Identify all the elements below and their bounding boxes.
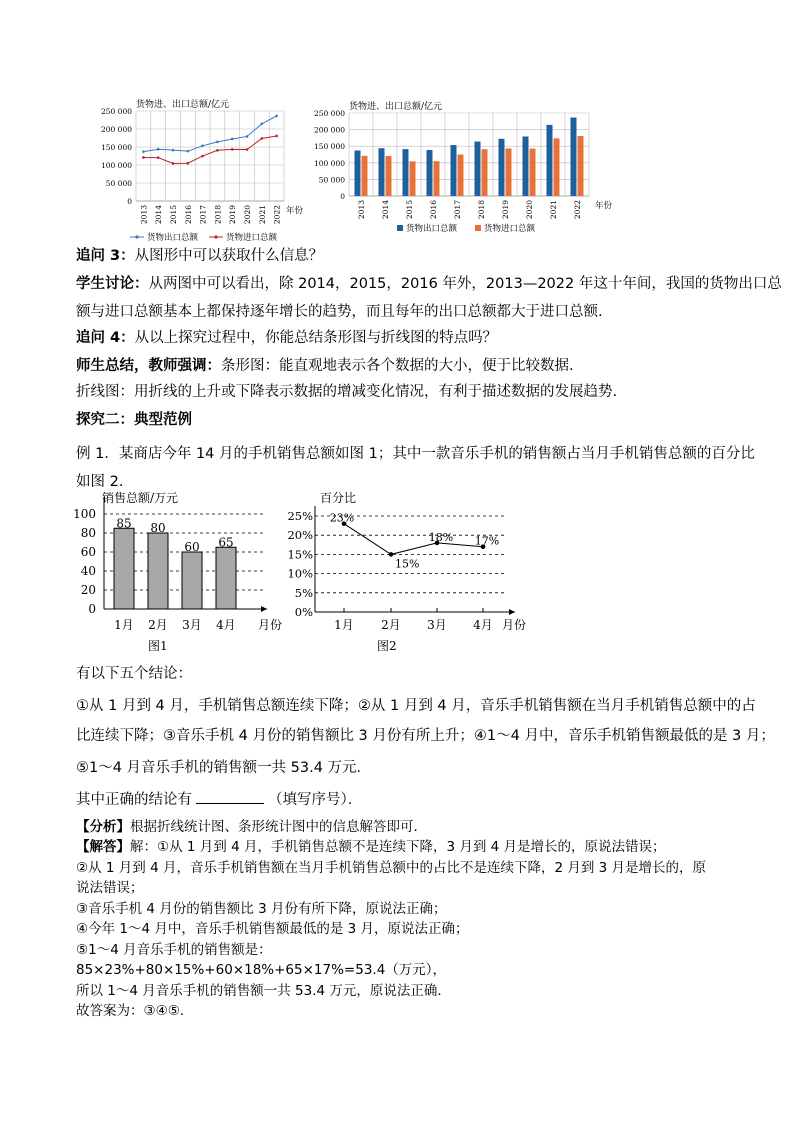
export-bar [427,150,433,196]
y-tick-label: 50 000 [318,175,345,185]
question-3-text: 从图形中可以获取什么信息？ [134,248,324,264]
conclusion-line-2: 比连续下降；③音乐手机 4 月份的销售额比 3 月份有所上升；④1～4 月中，音乐手机销售额最低的是 3 月； [76,728,775,744]
data-label: 17% [474,534,500,548]
x-tick-label: 2014 [154,205,164,225]
x-axis-unit: 月份 [502,618,527,632]
bar [182,552,202,609]
import-bar [362,156,368,196]
y-tick-label: 80 [80,526,96,540]
export-bar [475,142,481,196]
export-bar [379,148,385,196]
sales-bar-chart [72,485,282,655]
y-tick-label: 150 000 [100,143,132,152]
x-tick-label: 2021 [549,200,558,220]
import-bar [530,149,536,196]
x-tick-label: 1月 [334,618,354,632]
legend-export-label: 货物出口总额 [147,233,199,243]
y-tick-label: 200 000 [313,125,345,135]
y-tick-label: 10% [287,566,313,581]
solution-5: ⑤1～4 月音乐手机的销售额是： [76,942,272,958]
x-axis-unit: 年份 [595,201,613,211]
x-tick-label: 2020 [525,200,534,220]
x-tick-label: 1月 [114,618,134,632]
bar [216,547,236,609]
x-tick-label: 2018 [477,200,486,220]
y-tick-label: 150 000 [313,142,345,152]
data-point [172,149,175,152]
data-label: 15% [395,557,420,571]
data-label: 80 [150,521,166,535]
fill-blank-question [76,788,362,809]
example-1-line-2: 如图 2. [76,474,124,490]
x-tick-label: 2018 [213,205,223,225]
export-bar [547,125,553,196]
x-tick-label: 2016 [183,205,193,225]
export-bar [499,139,505,196]
conclusion-line-3: ⑤1～4 月音乐手机的销售额一共 53.4 万元． [76,760,372,776]
legend [130,232,278,243]
y-tick-label: 50 000 [105,179,132,188]
conclusion-line-1: ①从 1 月到 4 月，手机销售总额连续下降；②从 1 月到 4 月，音乐手机销售额在当月手机销售总额中的占 [76,698,756,714]
x-axis-unit: 年份 [286,206,304,216]
legend-import-label: 货物进口总额 [484,224,536,234]
x-tick-labels [114,618,236,632]
data-point [201,145,204,148]
import-bar [482,149,488,196]
export-import-line-chart [92,94,310,246]
line-series [330,512,499,571]
x-tick-label: 2022 [272,205,282,225]
y-axis-title: 百分比 [320,491,357,505]
x-tick-label: 3月 [427,618,447,632]
data-point [231,148,234,151]
bar [148,533,168,609]
import-bar [410,161,416,196]
solution-text: 解：①从 1 月到 4 月，手机销售总额不是连续下降，3 月到 4 月是增长的，原说法错误； [130,839,666,855]
data-point [142,150,145,153]
y-tick-label: 200 000 [100,125,132,134]
question-3 [76,244,323,265]
data-point [201,155,204,158]
y-tick-label: 20% [287,528,313,543]
legend [397,223,536,234]
figure-caption: 图2 [377,639,397,653]
y-axis-title: 货物进、出口总额/亿元 [349,102,443,112]
import-bar [386,156,392,196]
data-point [187,162,190,165]
data-point [157,156,160,159]
figure-caption: 图1 [148,639,168,653]
x-tick-labels [139,205,281,224]
x-tick-label: 2017 [453,200,462,220]
export-bar [451,145,457,196]
solution-2a: ②从 1 月到 4 月，音乐手机销售额在当月手机销售总额中的占比不是连续下降，2 月到 3 月是增长的，原 [76,860,706,876]
legend-export-swatch [397,225,403,231]
y-tick-label: 250 000 [100,107,132,116]
series-line [344,524,483,555]
x-tick-label: 2019 [501,200,510,220]
x-tick-label: 2013 [139,205,149,225]
y-tick-labels [314,109,345,201]
data-label: 23% [329,511,355,525]
answer-blank[interactable] [196,791,264,804]
y-axis-title: 销售总额/万元 [102,491,179,505]
import-bar [554,138,560,196]
legend-export-label: 货物出口总额 [406,224,458,234]
question-4-label: 追问 4： [76,330,135,346]
legend-import-swatch [475,225,481,231]
export-import-bar-chart [307,98,617,238]
x-tick-label: 2020 [243,205,252,225]
y-tick-label: 0 [340,192,345,201]
legend-export-marker [135,235,138,238]
y-tick-label: 0 [127,197,132,206]
analysis-label: 【分析】 [76,819,130,835]
import-bar [434,161,440,196]
x-tick-label: 2015 [405,200,414,220]
export-bar [403,149,409,196]
bar [114,528,134,609]
y-axis-title: 货物进、出口总额/亿元 [136,100,230,110]
y-tick-label: 60 [80,545,96,559]
solution-label: 【解答】 [76,839,130,855]
legend-import-label: 货物进口总额 [226,233,278,243]
y-tick-label: 100 [73,507,96,521]
example-1-line-1: 例 1．某商店今年 14 月的手机销售总额如图 1；其中一款音乐手机的销售额占当月手机销售总额的百分比 [76,446,755,462]
x-tick-label: 2019 [228,205,238,225]
data-point [246,148,249,151]
bars [114,516,236,609]
teacher-summary [76,354,574,375]
data-label: 85 [116,516,132,531]
student-discussion [76,272,782,293]
discussion-text-1: 从两图中可以看出，除 2014，2015，2016 年外，2013—2022 年这十年间，我国的货物出口总 [148,276,782,292]
y-tick-labels [287,509,313,619]
analysis [76,815,427,835]
data-point [172,162,175,165]
five-conclusions: 有以下五个结论： [76,666,192,682]
x-tick-label: 2015 [169,205,178,225]
x-tick-label: 3月 [182,618,202,632]
data-point [231,138,234,141]
question-4-text: 从以上探究过程中，你能总结条形图与折线图的特点吗？ [134,330,498,346]
export-bar [571,118,577,196]
data-point [275,135,278,138]
data-point [246,135,249,138]
data-point [142,156,145,159]
fill-blank-prefix: 其中正确的结论有 [76,792,192,808]
data-point [216,141,219,144]
fill-blank-suffix: （填写序号）． [268,792,363,808]
data-label: 65 [218,535,234,550]
question-3-label: 追问 3： [76,248,135,264]
legend-import-marker [214,235,217,238]
gridlines [349,113,589,196]
data-point [261,137,264,140]
solution [76,835,666,855]
percent-line-chart [283,485,528,655]
data-point [157,148,160,151]
y-tick-label: 40 [80,564,96,578]
x-tick-label: 2022 [573,200,582,220]
analysis-text: 根据折线统计图、条形统计图中的信息解答即可． [130,819,427,835]
y-tick-label: 250 000 [313,109,345,118]
data-label: 60 [184,540,200,554]
data-label: 18% [428,530,454,544]
x-axis-unit: 月份 [258,618,282,632]
export-bar [355,151,361,196]
y-tick-label: 100 000 [100,161,132,170]
y-tick-labels [73,507,96,616]
y-tick-label: 100 000 [313,158,345,168]
x-tick-labels [357,200,582,219]
x-axis-arrow [509,609,515,615]
x-tick-label: 2014 [381,200,390,220]
data-point [389,552,394,557]
solution-4: ④今年 1～4 月中，音乐手机销售额最低的是 3 月，原说法正确； [76,921,469,937]
y-tick-label: 0% [294,605,313,619]
x-tick-label: 4月 [473,618,493,632]
import-bar [506,148,512,196]
summary-text: 条形图：能直观地表示各个数据的大小，便于比较数据. [221,358,574,374]
y-tick-label: 0 [88,602,96,616]
x-tick-labels [334,618,526,632]
y-tick-label: 15% [287,547,313,562]
x-tick-label: 2013 [357,200,366,220]
conclusion-so: 所以 1～4 月音乐手机的销售额一共 53.4 万元，原说法正确． [76,983,451,999]
import-bar [578,136,584,196]
export-bar [523,136,529,196]
x-tick-label: 2021 [257,205,267,225]
line-chart-summary: 折线图：用折线的上升或下降表示数据的增减变化情况，有利于描述数据的发展趋势. [76,384,618,400]
x-tick-label: 2016 [429,200,438,220]
section-heading: 探究二：典型范例 [76,412,192,428]
x-tick-label: 4月 [216,618,236,632]
x-tick-label: 2017 [198,205,208,225]
data-point [216,149,219,152]
data-point [275,115,278,118]
x-tick-label: 2月 [148,618,168,632]
x-tick-label: 2月 [381,618,401,632]
discussion-label: 学生讨论： [76,276,149,292]
solution-2b: 说法错误； [76,880,144,896]
y-tick-labels [101,107,132,206]
x-axis-arrow [261,606,267,612]
summary-label: 师生总结，教师强调： [76,358,221,374]
y-tick-label: 25% [287,509,313,523]
y-tick-label: 5% [294,585,313,600]
discussion-text-2: 额与进口总额基本上都保持逐年增长的趋势，而且每年的出口总额都大于进口总额. [76,304,603,320]
import-bar [458,155,464,196]
calculation: 85×23%+80×15%+60×18%+65×17%=53.4（万元）， [76,962,447,978]
data-point [261,123,264,126]
y-tick-label: 20 [80,583,96,597]
final-answer: 故答案为：③④⑤. [76,1003,185,1019]
data-point [187,150,190,153]
solution-3: ③音乐手机 4 月份的销售额比 3 月份有所下降，原说法正确； [76,901,447,917]
question-4 [76,326,497,347]
